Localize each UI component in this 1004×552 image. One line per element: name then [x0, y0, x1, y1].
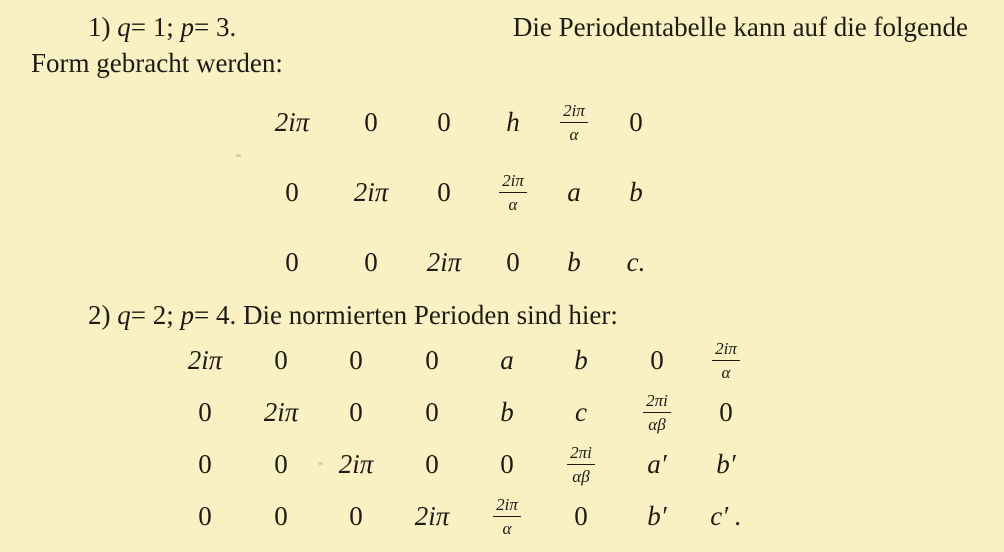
matrix-cell [244, 438, 318, 490]
matrix-entry: 0 [198, 396, 212, 427]
matrix-row [246, 227, 666, 297]
matrix-row [166, 438, 756, 490]
matrix-cell [618, 490, 696, 542]
matrix-row [246, 87, 666, 157]
matrix-entry: 0 [500, 448, 514, 479]
matrix-entry: 2iπ [263, 396, 299, 427]
matrix-cell [394, 334, 470, 386]
matrix-cell [618, 438, 696, 490]
matrix-entry: 2iπ [353, 176, 389, 207]
fraction-numerator: 2πi [567, 444, 595, 465]
eq-p-2: = 4. [193, 300, 237, 330]
matrix-entry: 2iπ [426, 246, 462, 277]
matrix-entry: 0 [274, 500, 288, 531]
matrix-entry: c [575, 396, 587, 427]
var-p-2: p [180, 300, 194, 330]
matrix-entry: 2iπ [414, 500, 450, 531]
matrix-entry: 0 [719, 396, 733, 427]
fraction [567, 444, 595, 485]
matrix-cell [696, 490, 756, 542]
matrix-entry: b [500, 396, 514, 427]
matrix-cell [318, 438, 394, 490]
matrix-cell [618, 334, 696, 386]
matrix-cell [244, 490, 318, 542]
fraction-numerator: 2iπ [499, 172, 527, 193]
enum-2: 2) [88, 300, 111, 330]
fraction-numerator: 2iπ [712, 340, 740, 361]
matrix-entry: 2iπ [187, 344, 223, 375]
matrix-cell [542, 227, 606, 297]
matrix-entry: a [500, 344, 514, 375]
matrix-entry: 0 [349, 396, 363, 427]
matrix-cell [484, 87, 542, 157]
matrix-entry: 0 [437, 176, 451, 207]
paragraph-2-text: Die normierten Perioden sind hier: [242, 300, 618, 330]
fraction-numerator: 2iπ [560, 102, 588, 123]
period-matrix-1 [246, 87, 666, 297]
matrix-cell [246, 227, 338, 297]
matrix-row [166, 490, 756, 542]
matrix-entry: 0 [574, 500, 588, 531]
matrix-cell [542, 157, 606, 227]
matrix-cell [244, 386, 318, 438]
matrix-row [166, 386, 756, 438]
matrix-cell [542, 87, 606, 157]
matrix-cell [618, 386, 696, 438]
fraction-denominator: α [721, 362, 731, 382]
matrix-entry: b [574, 344, 588, 375]
var-q: q [117, 12, 131, 42]
matrix-cell [318, 490, 394, 542]
eq-q: = 1; [130, 12, 174, 42]
paragraph-1-text: Die Periodentabelle kann auf die folgende [512, 12, 968, 42]
matrix-cell [246, 87, 338, 157]
matrix-cell [484, 157, 542, 227]
fraction-numerator: 2πi [643, 392, 671, 413]
matrix-entry: b [567, 246, 581, 277]
matrix-cell [166, 490, 244, 542]
paragraph-1-line-1 [0, 11, 1004, 43]
matrix-cell [394, 386, 470, 438]
matrix-cell [318, 386, 394, 438]
matrix-entry: 0 [198, 448, 212, 479]
matrix-entry: 0 [349, 344, 363, 375]
matrix-cell [338, 157, 404, 227]
matrix-cell [318, 334, 394, 386]
var-q-2: q [117, 300, 131, 330]
matrix-cell [166, 438, 244, 490]
matrix-entry: 0 [364, 246, 378, 277]
matrix-row [246, 157, 666, 227]
matrix-cell [470, 438, 544, 490]
matrix-row [166, 334, 756, 386]
matrix-cell [470, 334, 544, 386]
matrix-entry: 0 [506, 246, 520, 277]
paper-speck [236, 154, 241, 157]
matrix-cell [394, 438, 470, 490]
var-p: p [180, 12, 194, 42]
matrix-cell [696, 334, 756, 386]
matrix-cell [606, 227, 666, 297]
matrix-entry: 0 [437, 106, 451, 137]
matrix-entry: c′ . [710, 500, 742, 531]
paper-speck [318, 462, 323, 465]
fraction-denominator: αβ [648, 414, 666, 434]
fraction [493, 496, 521, 537]
matrix-cell [606, 157, 666, 227]
fraction [499, 172, 527, 213]
matrix-cell [544, 438, 618, 490]
fraction [643, 392, 671, 433]
matrix-entry: 0 [198, 500, 212, 531]
matrix-entry: a′ [647, 448, 667, 479]
matrix-cell [470, 386, 544, 438]
matrix-entry: 0 [650, 344, 664, 375]
fraction [712, 340, 740, 381]
enum-1: 1) [88, 12, 111, 42]
matrix-cell [544, 490, 618, 542]
matrix-entry: 0 [274, 448, 288, 479]
period-matrix-2 [166, 334, 756, 542]
matrix-entry: b′ [716, 448, 736, 479]
fraction-denominator: αβ [572, 466, 590, 486]
matrix-entry: b′ [647, 500, 667, 531]
fraction [560, 102, 588, 143]
matrix-cell [394, 490, 470, 542]
matrix-cell [470, 490, 544, 542]
matrix-entry: 2iπ [274, 106, 310, 137]
matrix-entry: 0 [425, 396, 439, 427]
matrix-cell [544, 386, 618, 438]
eq-p: = 3. [193, 12, 237, 42]
matrix-entry: a [567, 176, 581, 207]
fraction-denominator: α [508, 194, 518, 214]
matrix-cell [544, 334, 618, 386]
matrix-cell [484, 227, 542, 297]
matrix-entry: h [506, 106, 520, 137]
matrix-entry: 0 [425, 344, 439, 375]
matrix-entry: b [629, 176, 643, 207]
matrix-entry: 0 [274, 344, 288, 375]
matrix-cell [696, 386, 756, 438]
matrix-cell [166, 386, 244, 438]
matrix-cell [244, 334, 318, 386]
matrix-entry: 0 [425, 448, 439, 479]
matrix-cell [338, 227, 404, 297]
matrix-cell [246, 157, 338, 227]
fraction-numerator: 2iπ [493, 496, 521, 517]
matrix-entry: c. [626, 246, 646, 277]
matrix-cell [606, 87, 666, 157]
matrix-entry: 0 [349, 500, 363, 531]
matrix-cell [166, 334, 244, 386]
matrix-entry: 0 [629, 106, 643, 137]
matrix-entry: 0 [285, 246, 299, 277]
matrix-entry: 0 [364, 106, 378, 137]
matrix-cell [404, 157, 484, 227]
matrix-cell [338, 87, 404, 157]
matrix-cell [404, 227, 484, 297]
fraction-denominator: α [569, 124, 579, 144]
paragraph-1-line-2: Form gebracht werden: [31, 48, 283, 78]
eq-q-2: = 2; [130, 300, 174, 330]
matrix-entry: 2iπ [338, 448, 374, 479]
paragraph-1-lead [88, 11, 236, 43]
paragraph-2-line [0, 299, 1004, 331]
matrix-cell [404, 87, 484, 157]
fraction-denominator: α [502, 518, 512, 538]
matrix-entry: 0 [285, 176, 299, 207]
matrix-cell [696, 438, 756, 490]
